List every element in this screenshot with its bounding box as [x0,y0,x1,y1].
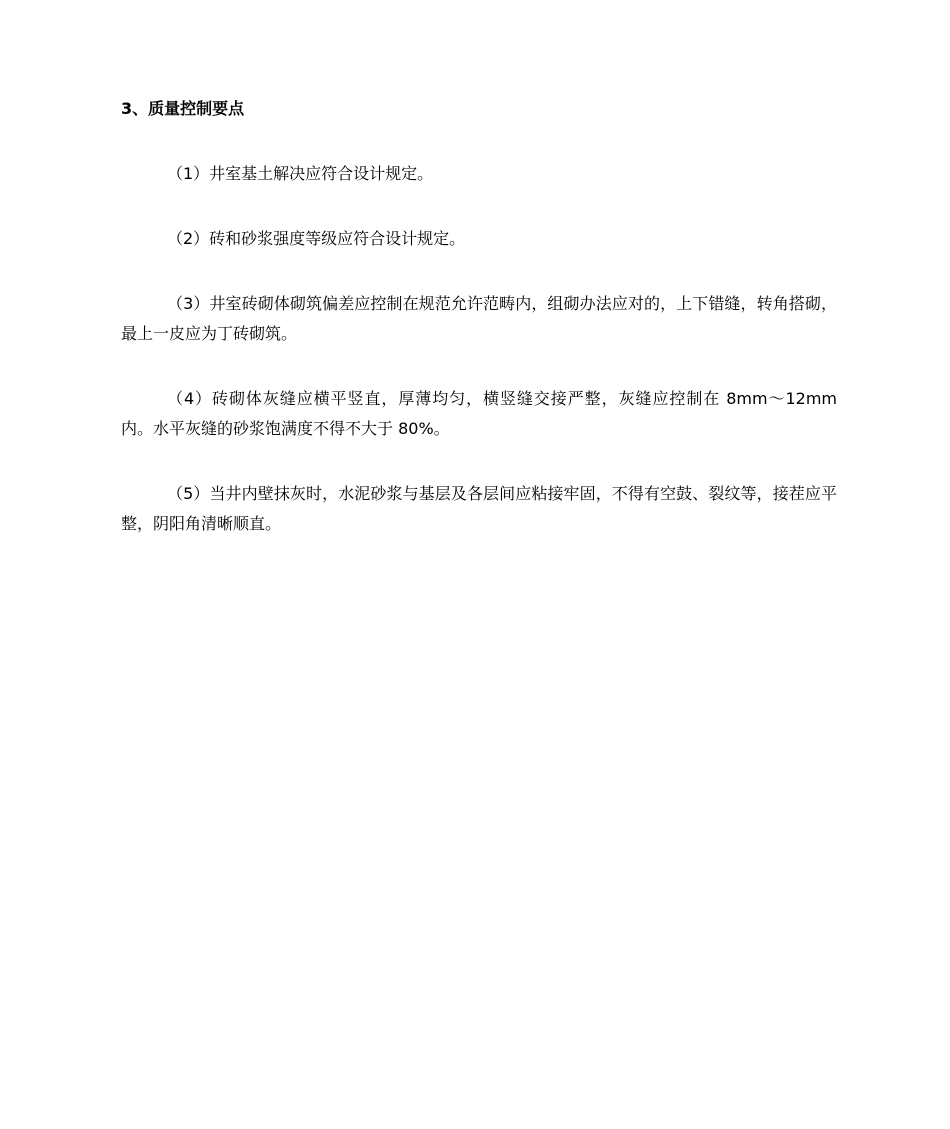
paragraph-2: （2）砖和砂浆强度等级应符合设计规定。 [167,229,466,248]
paragraph-5: （5）当井内壁抹灰时，水泥砂浆与基层及各层间应粘接牢固，不得有空鼓、裂纹等，接茬应平整，阴阳角清晰顺直。 [121,484,837,533]
paragraph-1: （1）井室基土解决应符合设计规定。 [167,164,434,183]
paragraph-3: （3）井室砖砌体砌筑偏差应控制在规范允许范畴内，组砌办法应对的，上下错缝，转角搭砌，最上一皮应为丁砖砌筑。 [121,294,837,343]
paragraph-4: （4）砖砌体灰缝应横平竖直，厚薄均匀，横竖缝交接严整，灰缝应控制在 8mm～12mm 内。水平灰缝的砂浆饱满度不得不大于 80%。 [121,389,837,438]
document-body [121,94,837,574]
section-heading: 3、质量控制要点 [121,99,245,118]
